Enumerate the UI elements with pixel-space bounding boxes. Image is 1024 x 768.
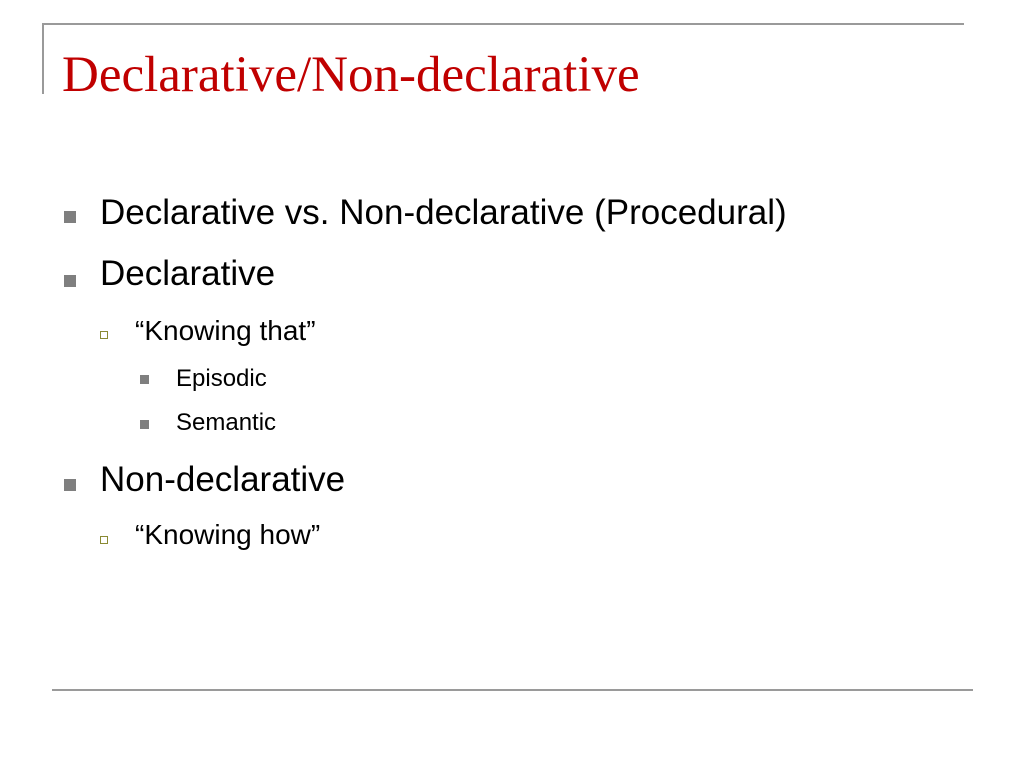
square-bullet-icon	[64, 479, 76, 491]
bullet-episodic: Episodic	[176, 365, 267, 392]
bullet-semantic: Semantic	[176, 409, 277, 436]
square-bullet-icon	[64, 211, 76, 223]
bullet-declarative-vs-nondeclarative: Declarative vs. Non-declarative (Procedural)	[100, 193, 787, 232]
square-bullet-icon	[140, 375, 149, 384]
square-bullet-icon	[64, 275, 76, 287]
bullet-knowing-that: “Knowing that”	[135, 315, 316, 346]
hollow-square-bullet-icon	[100, 331, 108, 339]
frame-bottom-line	[52, 689, 973, 691]
hollow-square-bullet-icon	[100, 536, 108, 544]
frame-left-line	[42, 23, 44, 94]
bullet-non-declarative: Non-declarative	[100, 460, 346, 499]
square-bullet-icon	[140, 420, 149, 429]
frame-top-line	[42, 23, 964, 25]
bullet-knowing-how: “Knowing how”	[135, 519, 321, 550]
bullet-declarative: Declarative	[100, 254, 276, 293]
slide-title: Declarative/Non-declarative	[62, 47, 640, 103]
